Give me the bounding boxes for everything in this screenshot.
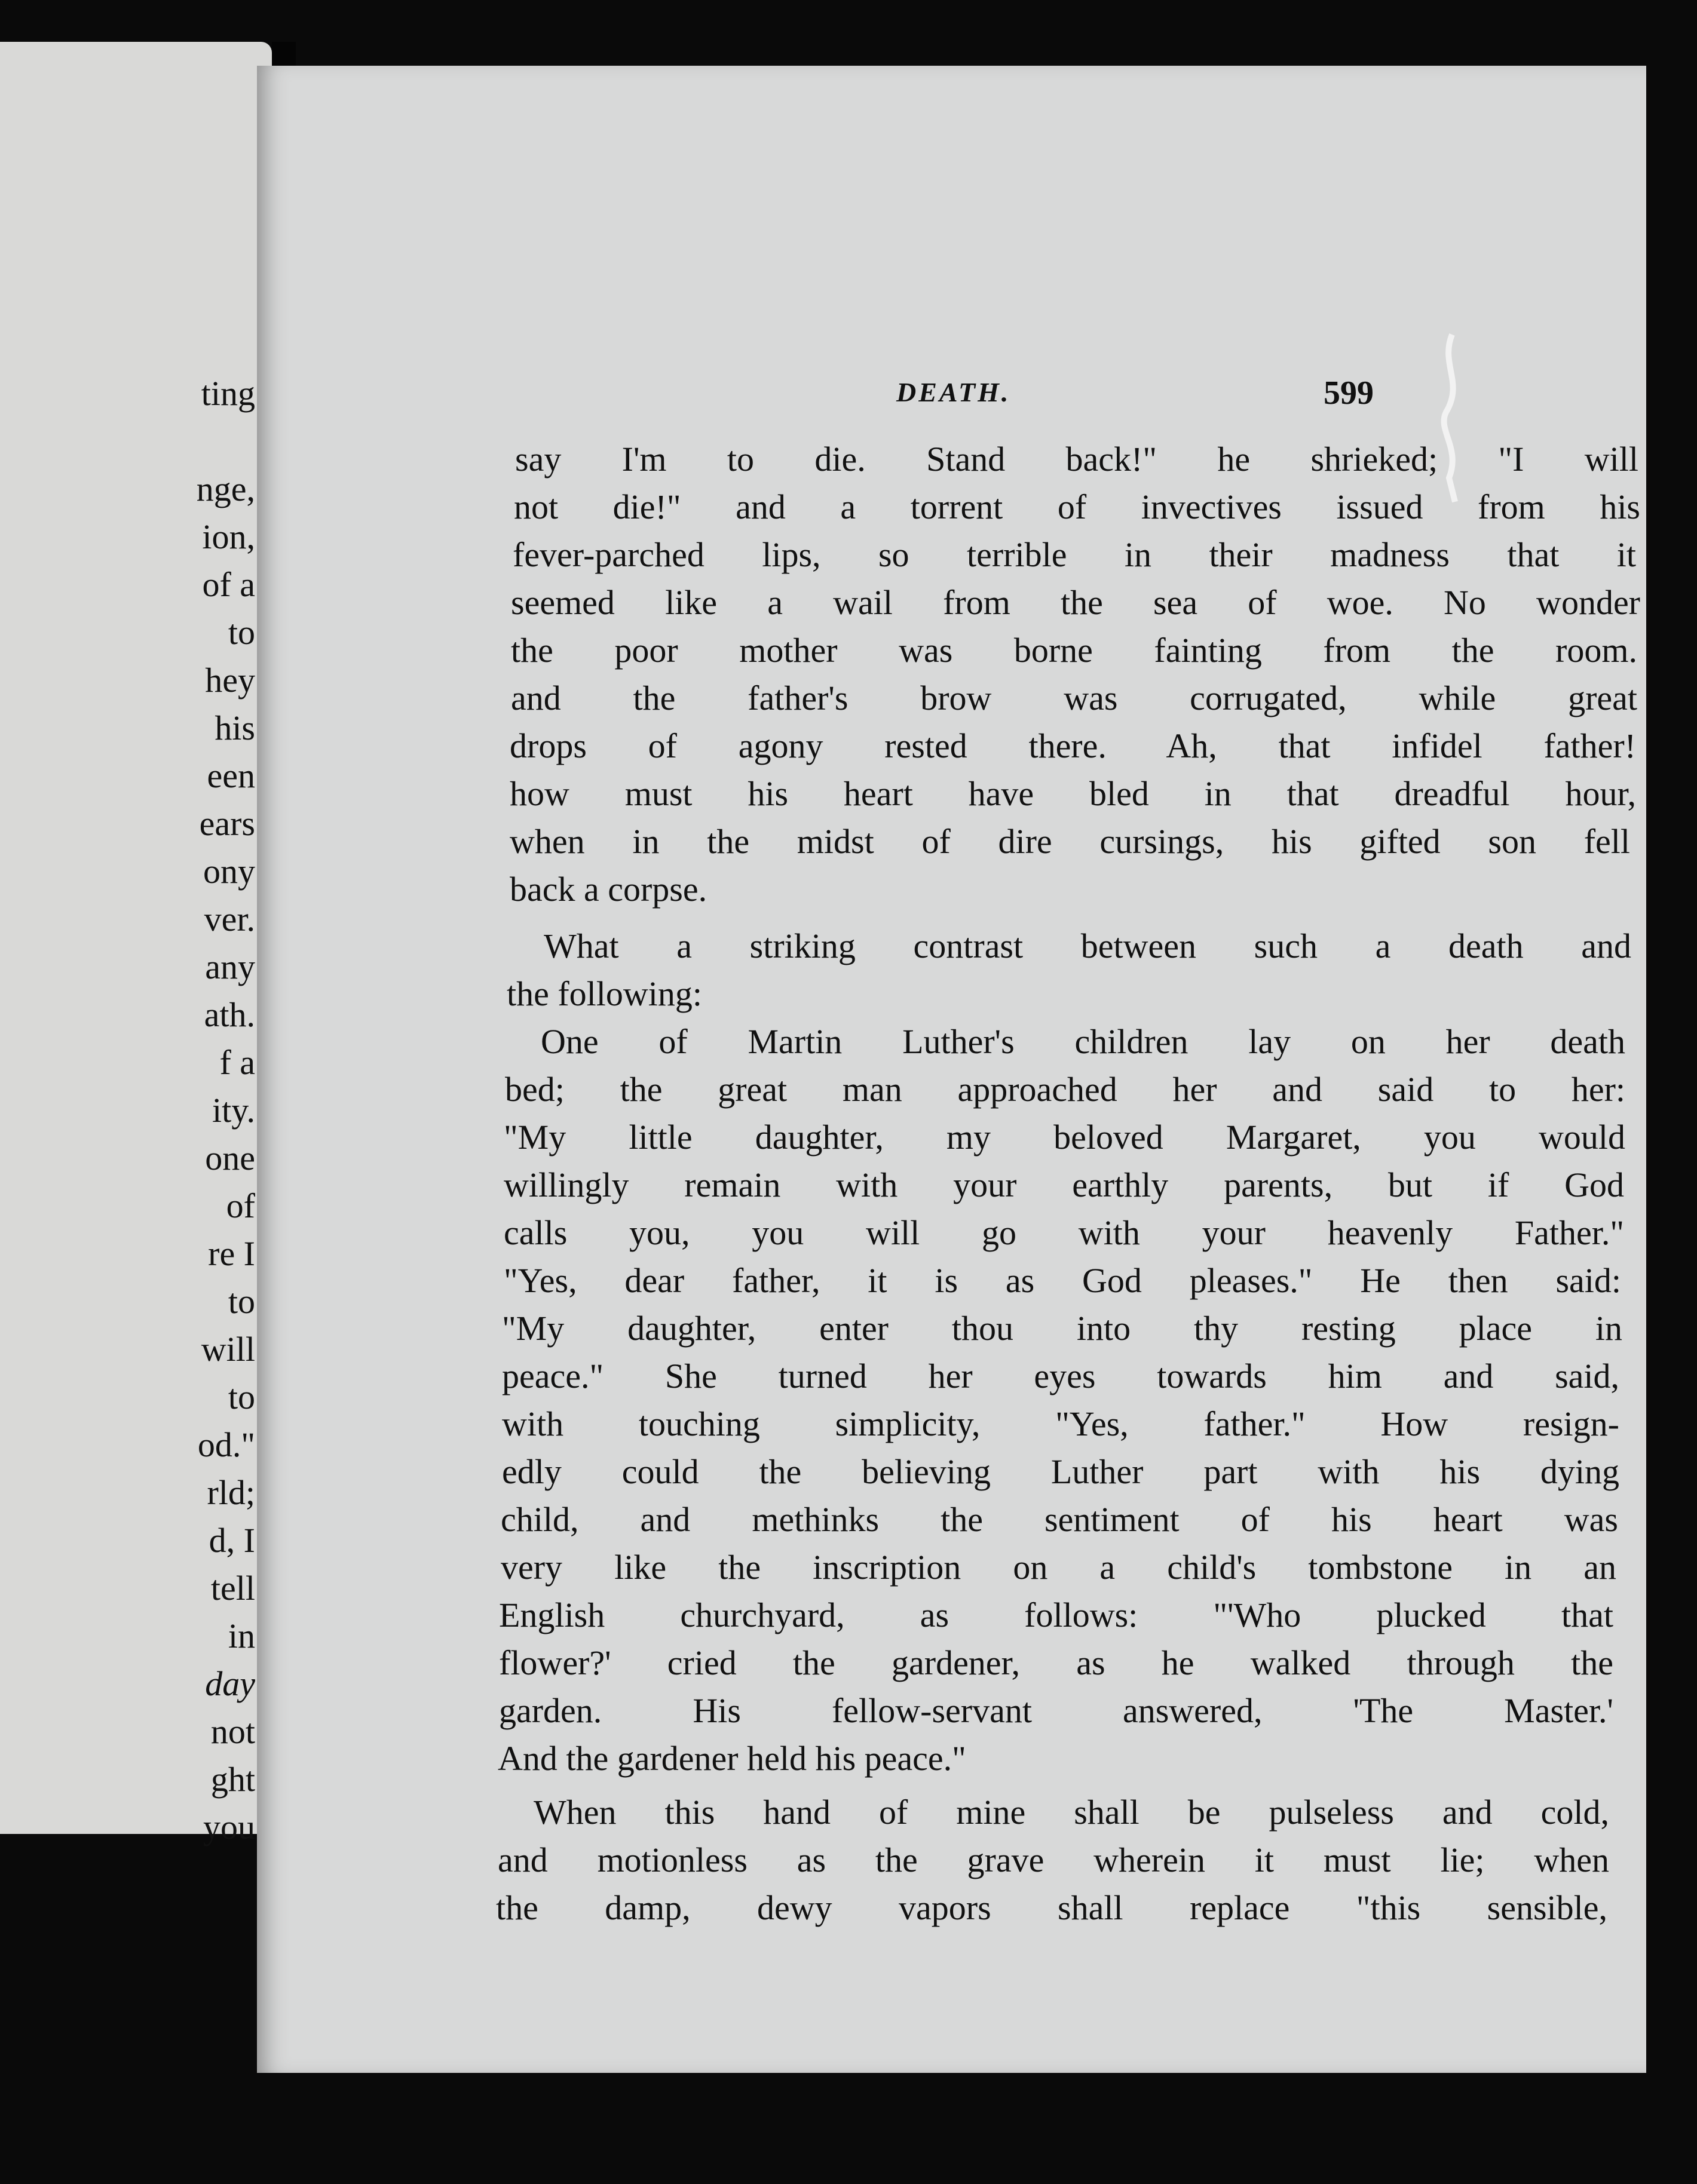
text-line: and motionless as the grave wherein it must lie; when: [498, 1841, 1609, 1879]
text-line: back a corpse.: [510, 870, 707, 909]
left-page-line: re I: [208, 1234, 255, 1273]
left-page-line: tell: [210, 1569, 255, 1608]
left-page-line: to: [228, 613, 255, 652]
left-page-line: ath.: [204, 995, 255, 1034]
text-line: When this hand of mine shall be pulseless and cold,: [534, 1793, 1609, 1832]
left-page-line: een: [207, 756, 255, 795]
left-page-line: ony: [203, 852, 255, 891]
text-line: how must his heart have bled in that dreadful hour,: [510, 774, 1636, 813]
left-page-line: of: [226, 1186, 255, 1225]
left-page-line: rld;: [207, 1473, 255, 1512]
left-page-line: to: [228, 1378, 255, 1416]
left-page-line: his: [215, 708, 255, 747]
text-line: flower?' cried the gardener, as he walked through the: [499, 1643, 1613, 1682]
left-page-line: ity.: [212, 1091, 255, 1130]
left-page-line: you: [203, 1808, 255, 1846]
left-page-line: nge,: [196, 470, 255, 508]
text-line: say I'm to die. Stand back!" he shrieked; "I will: [515, 440, 1638, 478]
text-line: "My little daughter, my beloved Margaret, you would: [504, 1118, 1625, 1157]
right-page: [257, 66, 1646, 2073]
left-page-line: hey: [205, 661, 255, 700]
left-page: [0, 42, 272, 1846]
text-line: drops of agony rested there. Ah, that infidel father!: [510, 726, 1636, 765]
text-line: One of Martin Luther's children lay on her death: [541, 1022, 1625, 1061]
text-line: fever-parched lips, so terrible in their madness that it: [513, 535, 1636, 574]
left-page-line: not: [210, 1712, 255, 1751]
text-line: What a striking contrast between such a death and: [544, 927, 1631, 965]
text-line: seemed like a wail from the sea of woe. No wonder: [511, 583, 1640, 622]
text-line: garden. His fellow-servant answered, 'The Master.': [499, 1691, 1613, 1730]
text-line: peace." She turned her eyes towards him and said,: [502, 1357, 1619, 1395]
left-page-line: ting: [201, 374, 255, 413]
text-line: "My daughter, enter thou into thy resting place in: [502, 1309, 1622, 1348]
left-page-line: one: [205, 1139, 255, 1177]
left-page-line: d, I: [209, 1521, 255, 1560]
left-page-line: day: [205, 1664, 255, 1703]
text-line: "Yes, dear father, it is as God pleases." He then said:: [504, 1261, 1621, 1300]
running-head: DEATH.: [896, 377, 1011, 407]
text-line: the damp, dewy vapors shall replace "this sensible,: [496, 1888, 1607, 1927]
text-line: willingly remain with your earthly parents, but if God: [504, 1165, 1624, 1204]
text-line: child, and methinks the sentiment of his heart was: [501, 1500, 1618, 1539]
page-number: 599: [1324, 375, 1374, 412]
text-line: calls you, you will go with your heavenly Father.": [504, 1213, 1624, 1252]
left-page-line: any: [205, 947, 255, 986]
text-line: edly could the believing Luther part with his dying: [502, 1452, 1619, 1491]
text-line: the following:: [507, 974, 703, 1013]
left-page-line: ght: [210, 1760, 255, 1799]
body-text: [257, 66, 1646, 2073]
text-line: English churchyard, as follows: "'Who plucked that: [499, 1596, 1613, 1634]
text-line: the poor mother was borne fainting from the room.: [511, 631, 1637, 670]
left-page-line: ver.: [204, 900, 255, 938]
left-page-line: will: [201, 1330, 255, 1369]
text-line: very like the inscription on a child's tombstone in an: [501, 1548, 1616, 1587]
left-page-line: in: [228, 1616, 255, 1655]
text-line: with touching simplicity, "Yes, father." How resign-: [502, 1404, 1619, 1443]
left-page-line: ears: [199, 804, 255, 843]
left-page-line: od.": [197, 1425, 255, 1464]
text-line: when in the midst of dire cursings, his gifted son fell: [510, 822, 1630, 861]
text-line: bed; the great man approached her and said to her:: [505, 1070, 1625, 1109]
left-page-line: ion,: [202, 517, 255, 556]
text-line: and the father's brow was corrugated, while great: [511, 679, 1637, 717]
left-page-line: f a: [219, 1043, 255, 1082]
left-page-line: to: [228, 1282, 255, 1321]
text-line: not die!" and a torrent of invectives issued from his: [514, 487, 1640, 526]
left-page-line: of a: [202, 565, 255, 604]
text-line: And the gardener held his peace.": [498, 1739, 966, 1778]
